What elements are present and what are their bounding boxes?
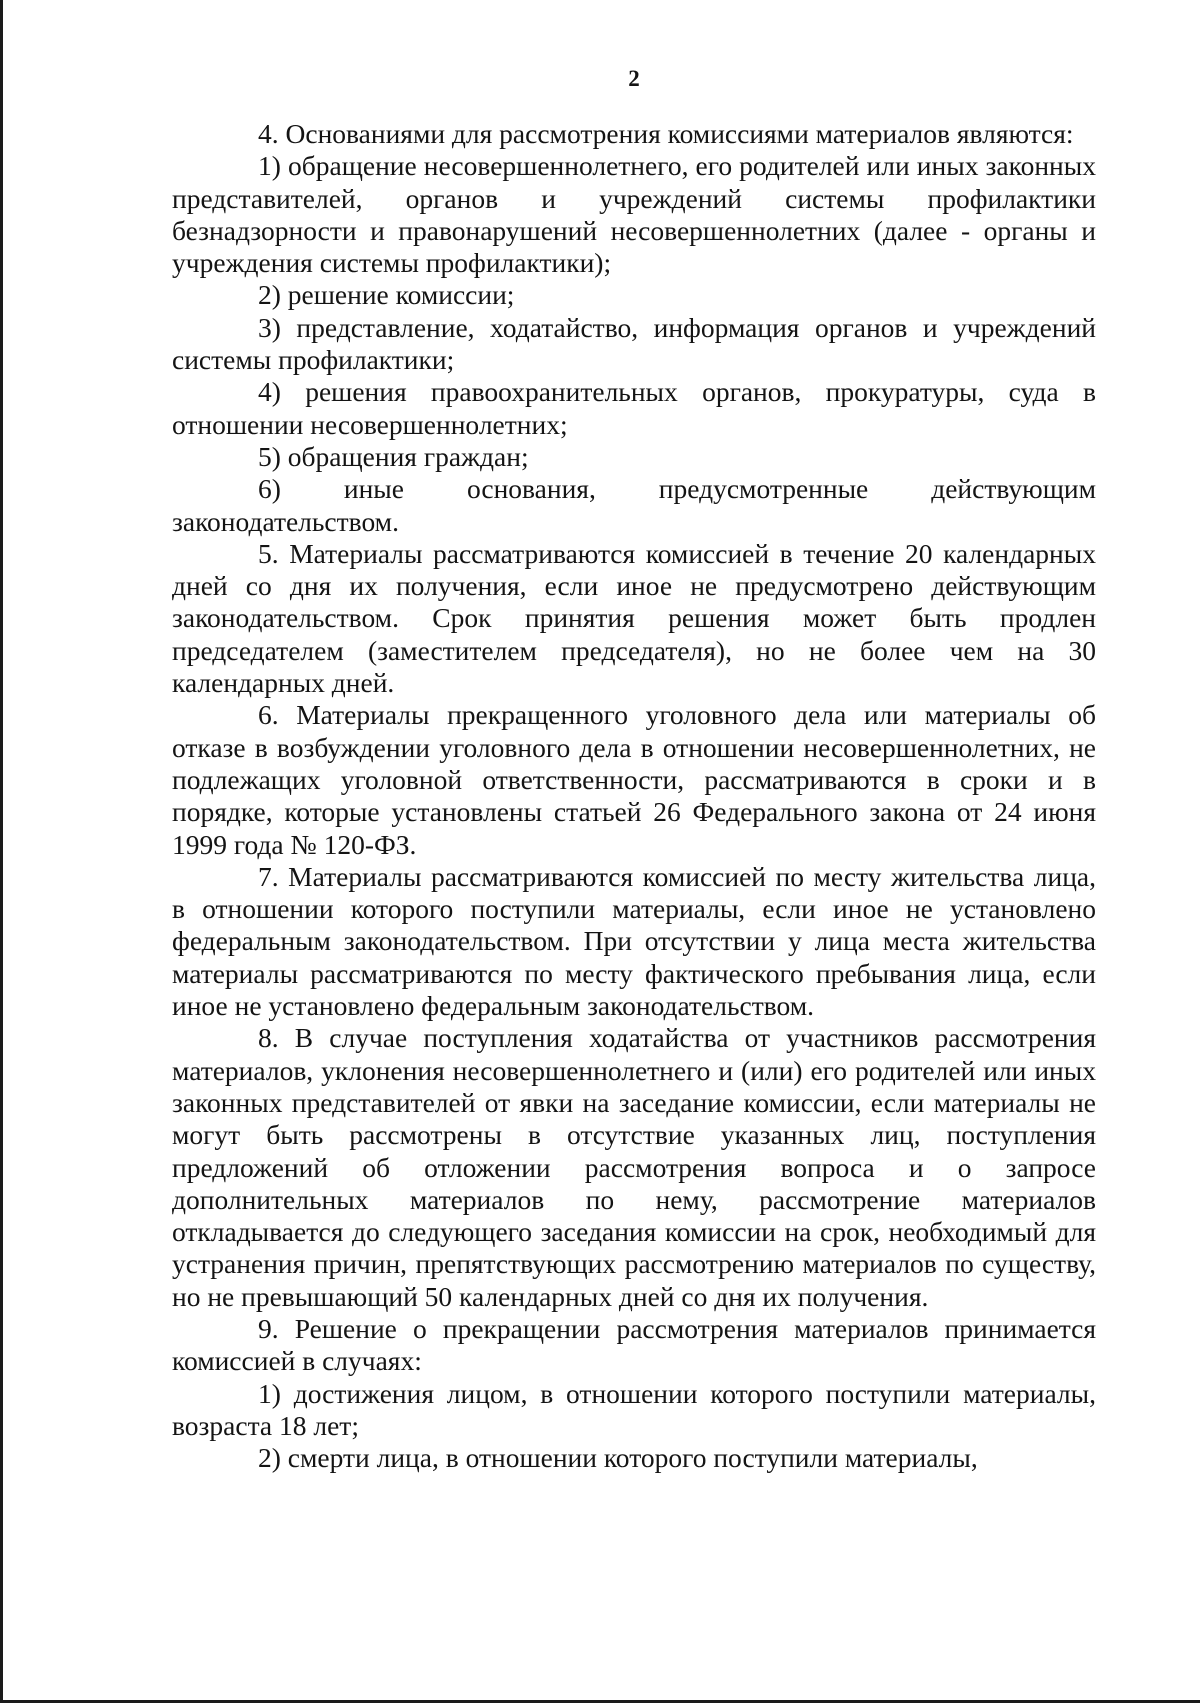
list-item-4-2: 2) решение комиссии; (258, 279, 515, 311)
document-page (172, 64, 1096, 1474)
paragraph-6: 6. Материалы прекращенного уголовного дела или материалы об отказе в возбуждении уголовного дела в отношении несовершеннолетних, не подлежащих уголовной ответственности, рассматриваются в сроки и в порядке, которые установлены статьей 26 Федерального закона от 24 июня 1999 года № 120-ФЗ. (172, 699, 1096, 860)
paragraph-8: 8. В случае поступления ходатайства от участников рассмотрения материалов, уклонения несовершеннолетнего и (или) его родителей или иных законных представителей от явки на заседание комиссии, если материалы не могут быть рассмотрены в отсутствие указанных лиц, поступления предложений об отложении рассмотрения вопроса и о запросе дополнительных материалов по нему, рассмотрение материалов откладывается до следующего заседания комиссии на срок, необходимый для устранения причин, препятствующих рассмотрению материалов по существу, но не превышающий 50 календарных дней со дня их получения. (172, 1022, 1096, 1312)
list-item-4-4: 4) решения правоохранительных органов, прокуратуры, суда в отношении несовершеннолетних; (172, 376, 1096, 440)
paragraph-7: 7. Материалы рассматриваются комиссией по месту жительства лица, в отношении которого поступили материалы, если иное не установлено федеральным законодательством. При отсутствии у лица места жительства материалы рассматриваются по месту фактического пребывания лица, если иное не установлено федеральным законодательством. (172, 860, 1096, 1022)
page-number: 2 (628, 66, 640, 91)
list-item-4-1: 1) обращение несовершеннолетнего, его родителей или иных законных представителей, органов и учреждений системы профилактики безнадзорности и правонарушений несовершеннолетних (далее - органы и учреждения системы профилактики); (172, 150, 1096, 279)
list-item-4-6: 6) иные основания, предусмотренные действующим законодательством. (172, 473, 1096, 537)
list-item-9-2: 2) смерти лица, в отношении которого поступили материалы, (258, 1442, 978, 1474)
paragraph-5: 5. Материалы рассматриваются комиссией в течение 20 календарных дней со дня их получения, если иное не предусмотрено действующим законодательством. Срок принятия решения может быть продлен председателем (заместителем председателя), но не более чем на 30 календарных дней. (172, 537, 1096, 699)
list-item-9-1: 1) достижения лицом, в отношении которого поступили материалы, возраста 18 лет; (172, 1377, 1096, 1441)
paragraph-9: 9. Решение о прекращении рассмотрения материалов принимается комиссией в случаях: (172, 1312, 1096, 1377)
list-item-4-3: 3) представление, ходатайство, информация органов и учреждений системы профилактики; (172, 311, 1096, 376)
paragraph-4: 4. Основаниями для рассмотрения комиссиями материалов являются: (258, 118, 1074, 149)
scan-edge-left (0, 0, 3, 1703)
list-item-4-5: 5) обращения граждан; (258, 440, 529, 472)
